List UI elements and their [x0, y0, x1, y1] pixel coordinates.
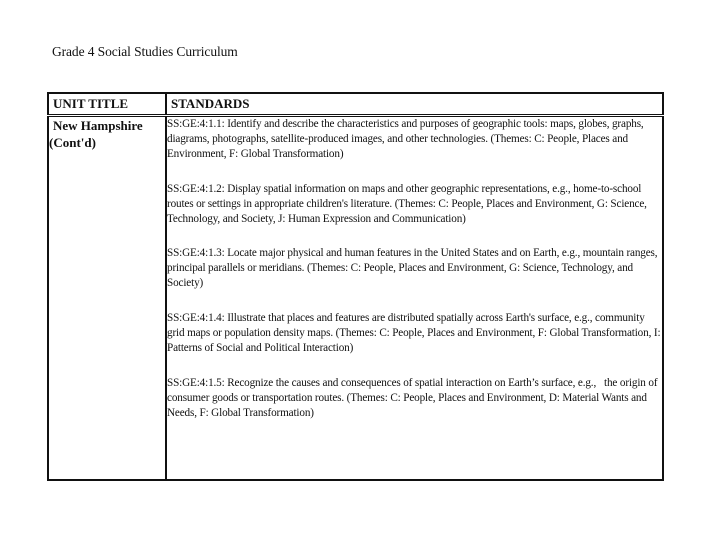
standards-header: STANDARDS	[166, 93, 663, 116]
standard-item: SS:GE:4:1.4: Illustrate that places and features are distributed spatially across Earth's surface, e.g., community grid maps or population density maps. (Themes: C: People, Places and Environment, F: Global Transformation, I: Patterns of Social and Political Interaction)	[167, 312, 661, 354]
standard-item: SS:GE:4:1.5: Recognize the causes and consequences of spatial interaction on Earth’s surface, e.g., the origin of consumer goods or transportation routes. (Themes: C: People, Places and Environment, D: Material Wants and Needs, F: Global Transformation)	[167, 376, 658, 419]
standards-cell	[166, 116, 663, 481]
standard-item: SS:GE:4:1.3: Locate major physical and human features in the United States and on Earth, e.g., mountain ranges, principal parallels or meridians. (Themes: C: People, Places and Environment, G: Science, Technology, and Society)	[167, 247, 658, 290]
unit-title-line-1: New Hampshire	[53, 118, 143, 133]
standard-item: SS:GE:4:1.1: Identify and describe the characteristics and purposes of geographic tools: maps, globes, graphs, diagrams, photographs, satellite-produced images, and other technologies. (Themes: C: People, Places and Environment, F: Global Transformation)	[167, 118, 644, 160]
table-row	[48, 116, 663, 481]
unit-title-line-2: (Cont'd)	[49, 135, 96, 150]
table-header-row	[48, 93, 663, 116]
unit-title-cell	[48, 116, 166, 481]
unit-title-header: UNIT TITLE	[48, 93, 166, 116]
page-title: Grade 4 Social Studies Curriculum	[52, 44, 238, 59]
standard-item: SS:GE:4:1.2: Display spatial information on maps and other geographic representations, e.g., home-to-school routes or settings in appropriate children's literature. (Themes: C: People, Places and Environment, G: Science, Technology, and Society, J: Human Expression and Communication)	[167, 182, 647, 225]
curriculum-table	[47, 92, 664, 481]
